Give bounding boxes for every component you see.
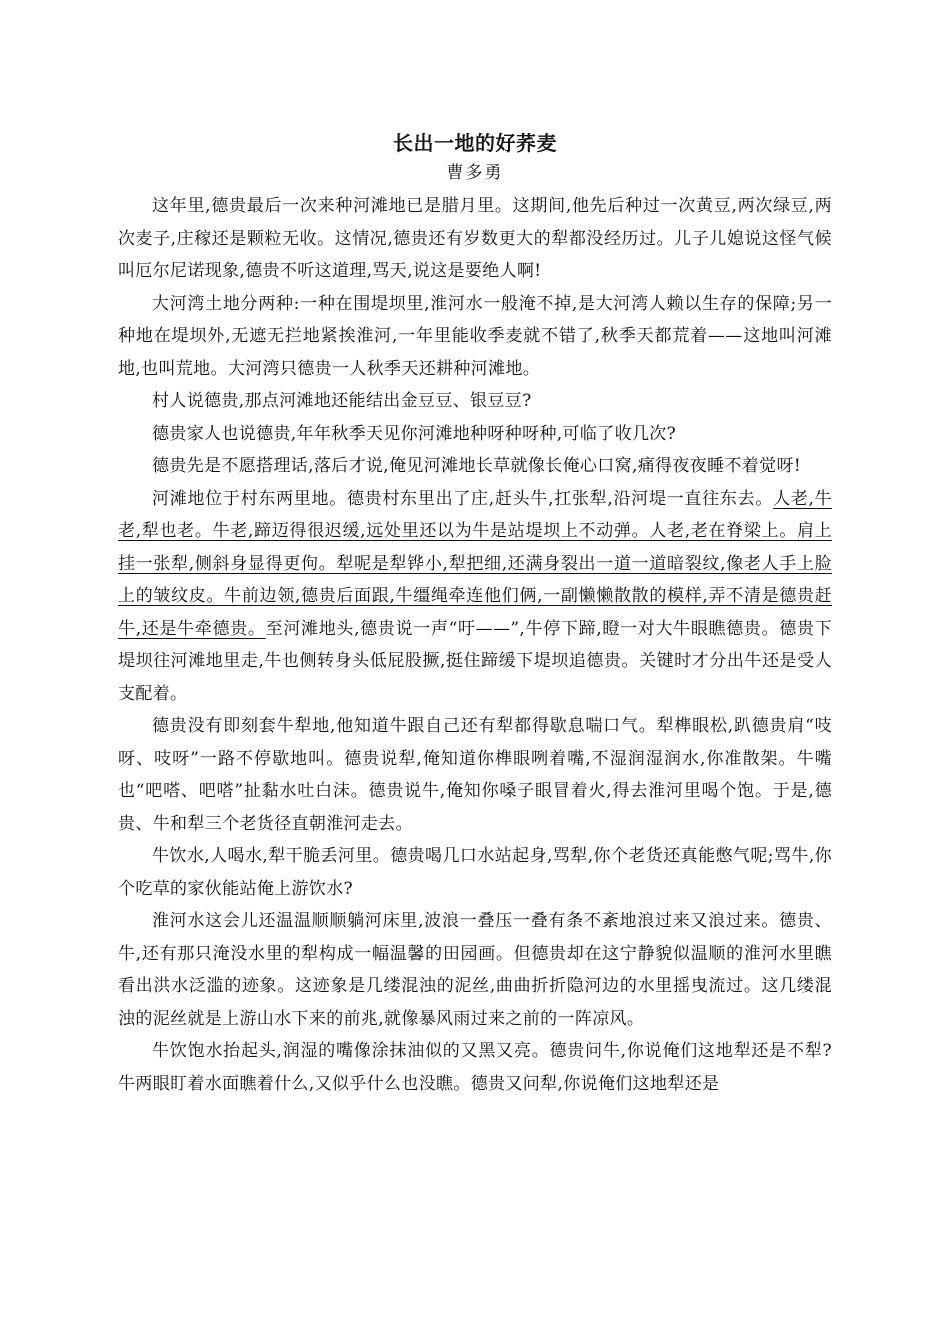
paragraph-1: 这年里,德贵最后一次来种河滩地已是腊月里。这期间,他先后种过一次黄豆,两次绿豆,两次麦子,庄稼还是颗粒无收。这情况,德贵还有岁数更大的犁都没经历过。儿子儿媳说这怪气候叫厄尔尼诺现象,德贵不听这道理,骂天,说这是要绝人啊! — [118, 196, 832, 281]
paragraph-9: 淮河水这会儿还温温顺顺躺河床里,波浪一叠压一叠有条不紊地浪过来又浪过来。德贵、牛,还有那只淹没水里的犁构成一幅温馨的田园画。但德贵却在这宁静貌似温顺的淮河水里瞧看出洪水泛滥的迹象。这迹象是几缕混浊的泥丝,曲曲折折隐河边的水里摇曳流过。这几缕混浊的泥丝就是上游山水下来的前兆,就像暴风雨过来之前的一阵凉风。 — [118, 911, 832, 1029]
paragraph-3: 村人说德贵,那点河滩地还能结出金豆豆、银豆豆? — [152, 391, 532, 411]
paragraph-8: 牛饮水,人喝水,犁干脆丢河里。德贵喝几口水站起身,骂犁,你个老货还真能憋气呢;骂牛,你个吃草的家伙能站俺上游饮水? — [118, 846, 832, 899]
paragraph-6-lead: 河滩地位于村东两里地。德贵村东里出了庄,赶头牛,扛张犁,沿河堤一直往东去。 — [152, 488, 774, 509]
document-page — [118, 128, 832, 1100]
paragraph-4: 德贵家人也说德贵,年年秋季天见你河滩地种呀种呀种,可临了收几次? — [152, 423, 677, 444]
paragraph-6 — [118, 483, 832, 711]
paragraph-2: 大河湾土地分两种:一种在围堤坝里,淮河水一般淹不掉,是大河湾人赖以生存的保障;另一种地在堤坝外,无遮无拦地紧挨淮河,一年里能收季麦就不错了,秋季天都荒着——这地叫河滩地,也叫荒地。大河湾只德贵一人秋季天还耕种河滩地。 — [118, 293, 832, 379]
underlined-passage: 人老,牛老,犁也老。牛老,蹄迈得很迟缓,远处里还以为牛是站堤坝上不动弹。人老,老在脊梁上。肩上挂一张犁,侧斜身显得更佝。犁呢是犁铧小,犁把细,还满身裂出一道一道暗裂纹,像老人手上脸上的皱纹皮。牛前边领,德贵后面跟,牛缰绳牵连他们俩,一副懒懒散散的模样,弄不清是德贵赶牛,还是牛牵德贵。 — [118, 488, 832, 639]
paragraph-10: 牛饮饱水抬起头,润湿的嘴像涂抹油似的又黑又亮。德贵问牛,你说俺们这地犁还是不犁?牛两眼盯着水面瞧着什么,又似乎什么也没瞧。德贵又问犁,你说俺们这地犁还是 — [118, 1041, 832, 1094]
paragraph-5: 德贵先是不愿搭理话,落后才说,俺见河滩地长草就像长俺心口窝,痛得夜夜睡不着觉呀! — [152, 456, 802, 476]
paragraph-6-tail: 至河滩地头,德贵说一声“吁——”,牛停下蹄,瞪一对大牛眼瞧德贵。德贵下堤坝往河滩地里走,牛也侧转身头低屁股撅,挺住蹄缓下堤坝追德贵。关键时才分出牛还是受人支配着。 — [118, 618, 833, 704]
article-title: 长出一地的好荞麦 — [393, 131, 557, 155]
paragraph-7: 德贵没有即刻套牛犁地,他知道牛跟自己还有犁都得歇息喘口气。犁榫眼松,趴德贵肩“吱呀、吱呀”一路不停歇地叫。德贵说犁,俺知道你榫眼咧着嘴,不湿润湿润水,你准散架。牛嘴也“吧嗒、吧嗒”扯黏水吐白沫。德贵说牛,俺知你嗓子眼冒着火,得去淮河里喝个饱。于是,德贵、牛和犁三个老货径直朝淮河走去。 — [118, 716, 832, 834]
article-author: 曹多勇 — [446, 163, 504, 183]
